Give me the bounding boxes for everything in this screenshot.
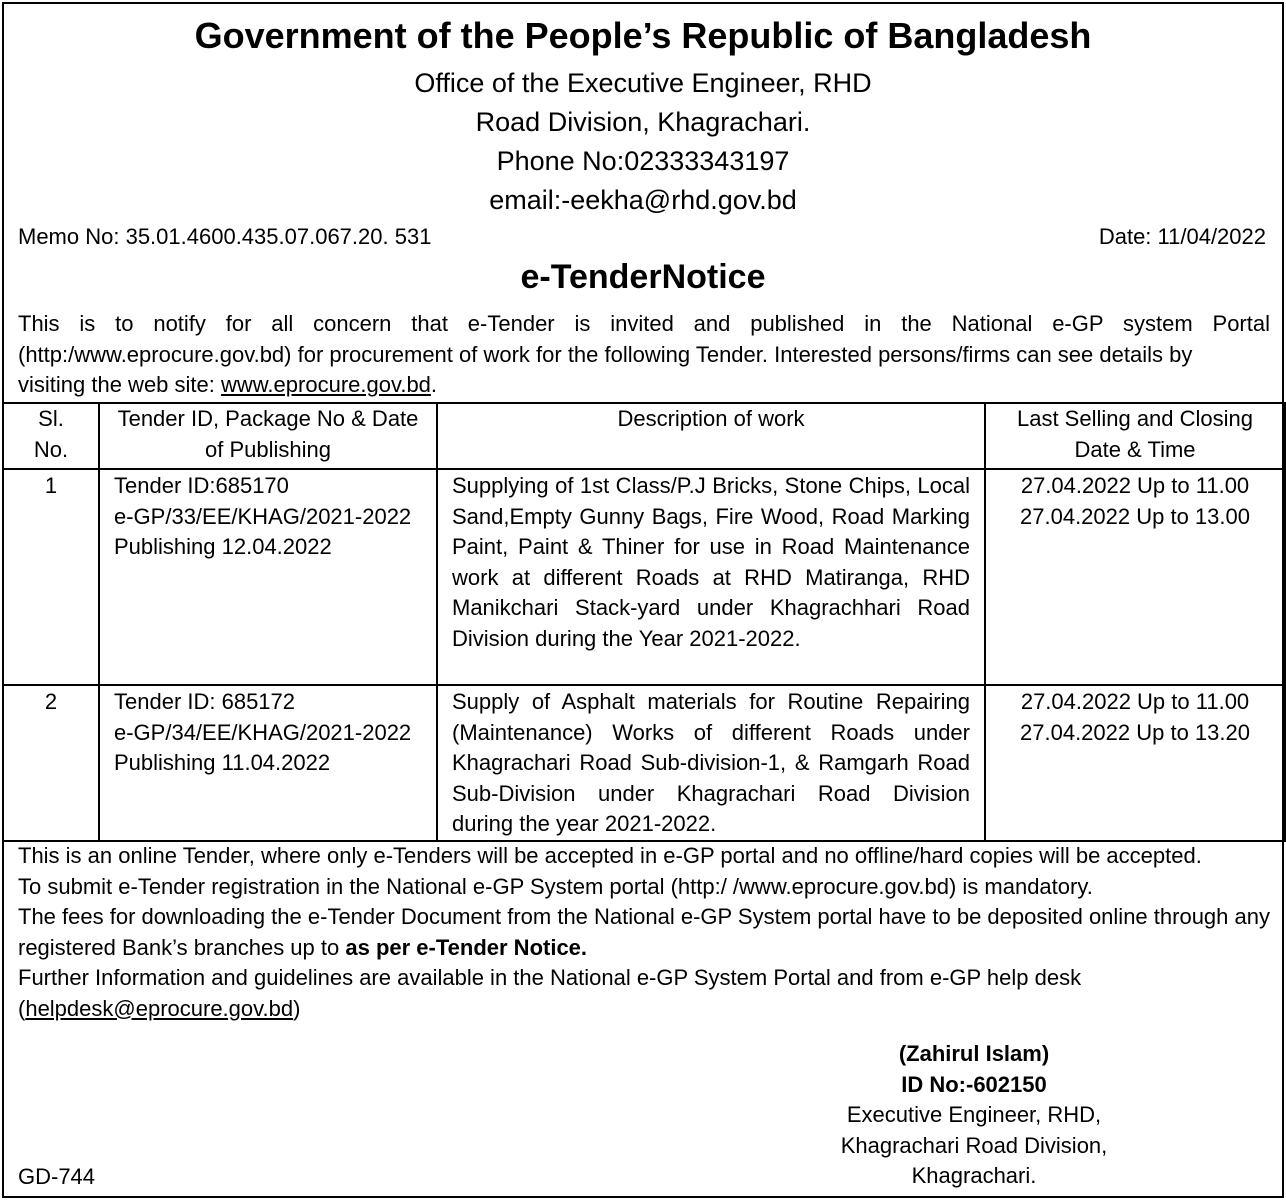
signatory-designation: Executive Engineer, RHD, — [846, 1102, 1102, 1127]
table-header-row — [3, 403, 1285, 469]
eprocure-link[interactable]: www.eprocure.gov.bd — [220, 372, 431, 397]
cell-tender-info — [99, 685, 437, 841]
intro-paragraph — [18, 309, 1270, 401]
col-header-description: Description of work — [437, 403, 985, 469]
cell-sl: 2 — [3, 685, 99, 841]
cell-tender-info — [99, 469, 437, 685]
fees-text: The fees for downloading the e-Tender Document from the National e-GP System portal have to be deposited online through any registered Bank’s branches up to — [18, 904, 1270, 960]
fees-bold-text: as per e-Tender Notice. — [345, 934, 588, 960]
intro-last-line — [18, 370, 1270, 401]
package-no: e-GP/33/EE/KHAG/2021-2022 — [114, 503, 412, 529]
col-header-tender: Tender ID, Package No & Date of Publishing — [99, 403, 437, 469]
page-title: e-TenderNotice — [520, 258, 766, 296]
notice-date: Date: 11/04/2022 — [1098, 224, 1266, 249]
intro-last-prefix: visiting the web site: — [18, 372, 221, 397]
package-no: e-GP/34/EE/KHAG/2021-2022 — [114, 719, 412, 745]
signature-block — [804, 1039, 1144, 1192]
registration-note: To submit e-Tender registration in the National e-GP System portal (http:/ /www.eprocure.gov.bd) is mandatory. — [18, 873, 1093, 899]
selling-date: 27.04.2022 Up to 11.00 — [1020, 689, 1250, 714]
signatory-name: (Zahirul Islam) — [898, 1041, 1050, 1066]
tender-id: Tender ID: 685172 — [114, 689, 296, 714]
helpdesk-close: ) — [293, 995, 301, 1021]
selling-date: 27.04.2022 Up to 11.00 — [1020, 473, 1250, 498]
fees-note — [18, 902, 1270, 963]
online-tender-note: This is an online Tender, where only e-Tenders will be accepted in e-GP portal and no offline/hard copies will be accepted. — [18, 843, 1202, 868]
col-header-sl: Sl. No. — [3, 403, 99, 469]
helpdesk-open: ( — [18, 995, 26, 1021]
cell-sl: 1 — [3, 469, 99, 685]
closing-date: 27.04.2022 Up to 13.20 — [1020, 719, 1250, 745]
tender-id: Tender ID:685170 — [114, 473, 289, 498]
signatory-place: Khagrachari. — [911, 1163, 1037, 1188]
closing-date: 27.04.2022 Up to 13.00 — [1020, 503, 1250, 529]
info-note: Further Information and guidelines are available in the National e-GP System Portal and from e-GP help desk — [18, 965, 1082, 990]
table-row — [3, 469, 1285, 685]
government-heading: Government of the People’s Republic of Bangladesh — [194, 15, 1092, 56]
memo-number: Memo No: 35.01.4600.435.07.067.20. 531 — [18, 224, 432, 249]
cell-description: Supplying of 1st Class/P.J Bricks, Stone Chips, Local Sand,Empty Gunny Bags, Fire Wood, Road Marking Paint, Paint & Thiner for use in Road Maintenance work at different Roads at RHD Matiranga, RHD Manikchari Stack-yard under Khagrachhari Road Division during the Year 2021-2022. — [437, 469, 985, 685]
helpdesk-email-link[interactable]: helpdesk@eprocure.gov.bd — [25, 995, 294, 1021]
footer-notes — [18, 841, 1270, 1024]
cell-date-time — [985, 469, 1285, 685]
helpdesk-line — [18, 994, 1270, 1025]
col-header-date-time: Last Selling and Closing Date & Time — [985, 403, 1285, 469]
division-line: Road Division, Khagrachari. — [475, 107, 811, 137]
office-line: Office of the Executive Engineer, RHD — [414, 68, 872, 98]
cell-description: Supply of Asphalt materials for Routine Repairing (Maintenance) Works of different Roads under Khagrachari Road Sub-division-1, & Ramgarh Road Sub-Division under Khagrachari Road Division during the year 2021-2022. — [437, 685, 985, 841]
phone-line: Phone No:02333343197 — [496, 146, 790, 176]
publishing-date: Publishing 11.04.2022 — [114, 750, 331, 775]
email-line: email:-eekha@rhd.gov.bd — [489, 185, 797, 215]
signatory-id: ID No:-602150 — [901, 1071, 1047, 1097]
publishing-date: Publishing 12.04.2022 — [114, 534, 332, 559]
tender-notice-document — [2, 2, 1284, 1198]
cell-date-time — [985, 685, 1285, 841]
tender-table — [2, 402, 1286, 842]
intro-text: This is to notify for all concern that e-Tender is invited and published in the National e-GP system Portal (http:/www.eprocure.gov.bd) for procurement of work for the following Tender. Interested persons/firms can see details by — [18, 311, 1270, 367]
signatory-division: Khagrachari Road Division, — [840, 1132, 1108, 1158]
intro-last-suffix: . — [430, 372, 438, 397]
gd-code: GD-744 — [18, 1164, 96, 1189]
table-row — [3, 685, 1285, 841]
